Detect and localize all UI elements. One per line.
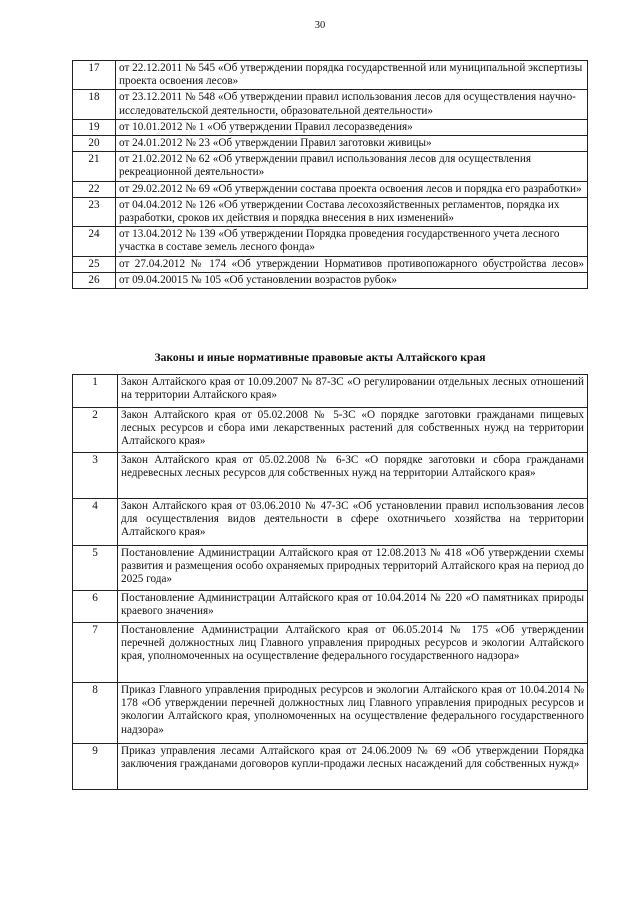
act-title: Постановление Администрации Алтайского края от 12.08.2013 № 418 «Об утверждении схемы развития и размещения особо охраняемых природных территорий Алтайского края на период до 2025 года» [118, 546, 588, 591]
row-number: 4 [73, 499, 118, 546]
act-title: Закон Алтайского края от 05.02.2008 № 5-ЗС «О порядке заготовки гражданами пищевых лесных ресурсов и сбора ими лекарственных растений для собственных нужд на территории Алтайского края» [118, 408, 588, 453]
table-row [73, 623, 588, 683]
row-number: 3 [73, 453, 118, 499]
table-row [73, 591, 588, 623]
row-number: 5 [73, 546, 118, 591]
act-title: от 22.12.2011 № 545 «Об утверждении порядка государственной или муниципальной экспертизы проекта освоения лесов» [116, 61, 588, 90]
row-number: 1 [73, 375, 118, 408]
act-title: Постановление Администрации Алтайского края от 10.04.2014 № 220 «О памятниках природы краевого значения» [118, 591, 588, 623]
row-number: 25 [73, 256, 116, 272]
act-title: от 23.12.2011 № 548 «Об утверждении правил использования лесов для осуществления научно-исследовательской деятельности, образовательной деятельности» [116, 90, 588, 119]
act-title: Постановление Администрации Алтайского края от 06.05.2014 № 175 «Об утверждении перечней должностных лиц Главного управления природных ресурсов и экологии Алтайского края, уполномоченных на осуществление федерального государственного надзора» [118, 623, 588, 683]
act-title: Приказ управления лесами Алтайского края от 24.06.2009 № 69 «Об утверждении Порядка заключения гражданами договоров купли-продажи лесных насаждений для собственных нужд» [118, 744, 588, 790]
row-number: 22 [73, 181, 116, 197]
federal-acts-table [72, 60, 588, 289]
table-row [73, 408, 588, 453]
act-title: от 24.01.2012 № 23 «Об утверждении Правил заготовки живицы» [116, 136, 588, 152]
page-number: 30 [314, 20, 326, 31]
row-number: 19 [73, 119, 116, 135]
row-number: 26 [73, 272, 116, 288]
act-title: от 13.04.2012 № 139 «Об утверждении Порядка проведения государственного учета лесного участка в составе земель лесного фонда» [116, 227, 588, 256]
act-title: Закон Алтайского края от 05.02.2008 № 6-ЗС «О порядке заготовки и сбора гражданами недревесных лесных ресурсов для собственных нужд на территории Алтайского края» [118, 453, 588, 499]
act-title: Закон Алтайского края от 10.09.2007 № 87-ЗС «О регулировании отдельных лесных отношений на территории Алтайского края» [118, 375, 588, 408]
act-title: от 21.02.2012 № 62 «Об утверждении правил использования лесов для осуществления рекреационной деятельности» [116, 152, 588, 181]
act-title: Приказ Главного управления природных ресурсов и экологии Алтайского края от 10.04.2014 № 178 «Об утверждении перечней должностных лиц Главного управления природных ресурсов и экологии Алтайского края, уполномоченных на осуществление федерального государственного надзора» [118, 683, 588, 744]
table-row [73, 272, 588, 288]
row-number: 8 [73, 683, 118, 744]
table-row [73, 119, 588, 135]
row-number: 2 [73, 408, 118, 453]
table-row [73, 256, 588, 272]
table-row [73, 61, 588, 90]
table-row [73, 152, 588, 181]
row-number: 20 [73, 136, 116, 152]
row-number: 21 [73, 152, 116, 181]
row-number: 17 [73, 61, 116, 90]
regional-acts-table [72, 374, 588, 790]
act-title: Закон Алтайского края от 03.06.2010 № 47-ЗС «Об установлении правил использования лесов для осуществления видов деятельности в сфере охотничьего хозяйства на территории Алтайского края» [118, 499, 588, 546]
table-row [73, 499, 588, 546]
row-number: 23 [73, 197, 116, 226]
act-title: от 10.01.2012 № 1 «Об утверждении Правил лесоразведения» [116, 119, 588, 135]
row-number: 24 [73, 227, 116, 256]
table-row [73, 546, 588, 591]
table-row [73, 453, 588, 499]
row-number: 9 [73, 744, 118, 790]
act-title: от 29.02.2012 № 69 «Об утверждении состава проекта освоения лесов и порядка его разработки» [116, 181, 588, 197]
act-title: от 04.04.2012 № 126 «Об утверждении Состава лесохозяйственных регламентов, порядка их разработки, сроков их действия и порядка внесения в них изменений» [116, 197, 588, 226]
table-row [73, 744, 588, 790]
table-row [73, 227, 588, 256]
table-row [73, 683, 588, 744]
table-row [73, 136, 588, 152]
row-number: 6 [73, 591, 118, 623]
table-row [73, 375, 588, 408]
row-number: 18 [73, 90, 116, 119]
act-title: от 27.04.2012 № 174 «Об утверждении Нормативов противопожарного обустройства лесов» [116, 256, 588, 272]
act-title: от 09.04.20015 № 105 «Об установлении возрастов рубок» [116, 272, 588, 288]
table-row [73, 181, 588, 197]
table-row [73, 197, 588, 226]
table-row [73, 90, 588, 119]
section-heading: Законы и иные нормативные правовые акты Алтайского края [154, 351, 486, 364]
row-number: 7 [73, 623, 118, 683]
